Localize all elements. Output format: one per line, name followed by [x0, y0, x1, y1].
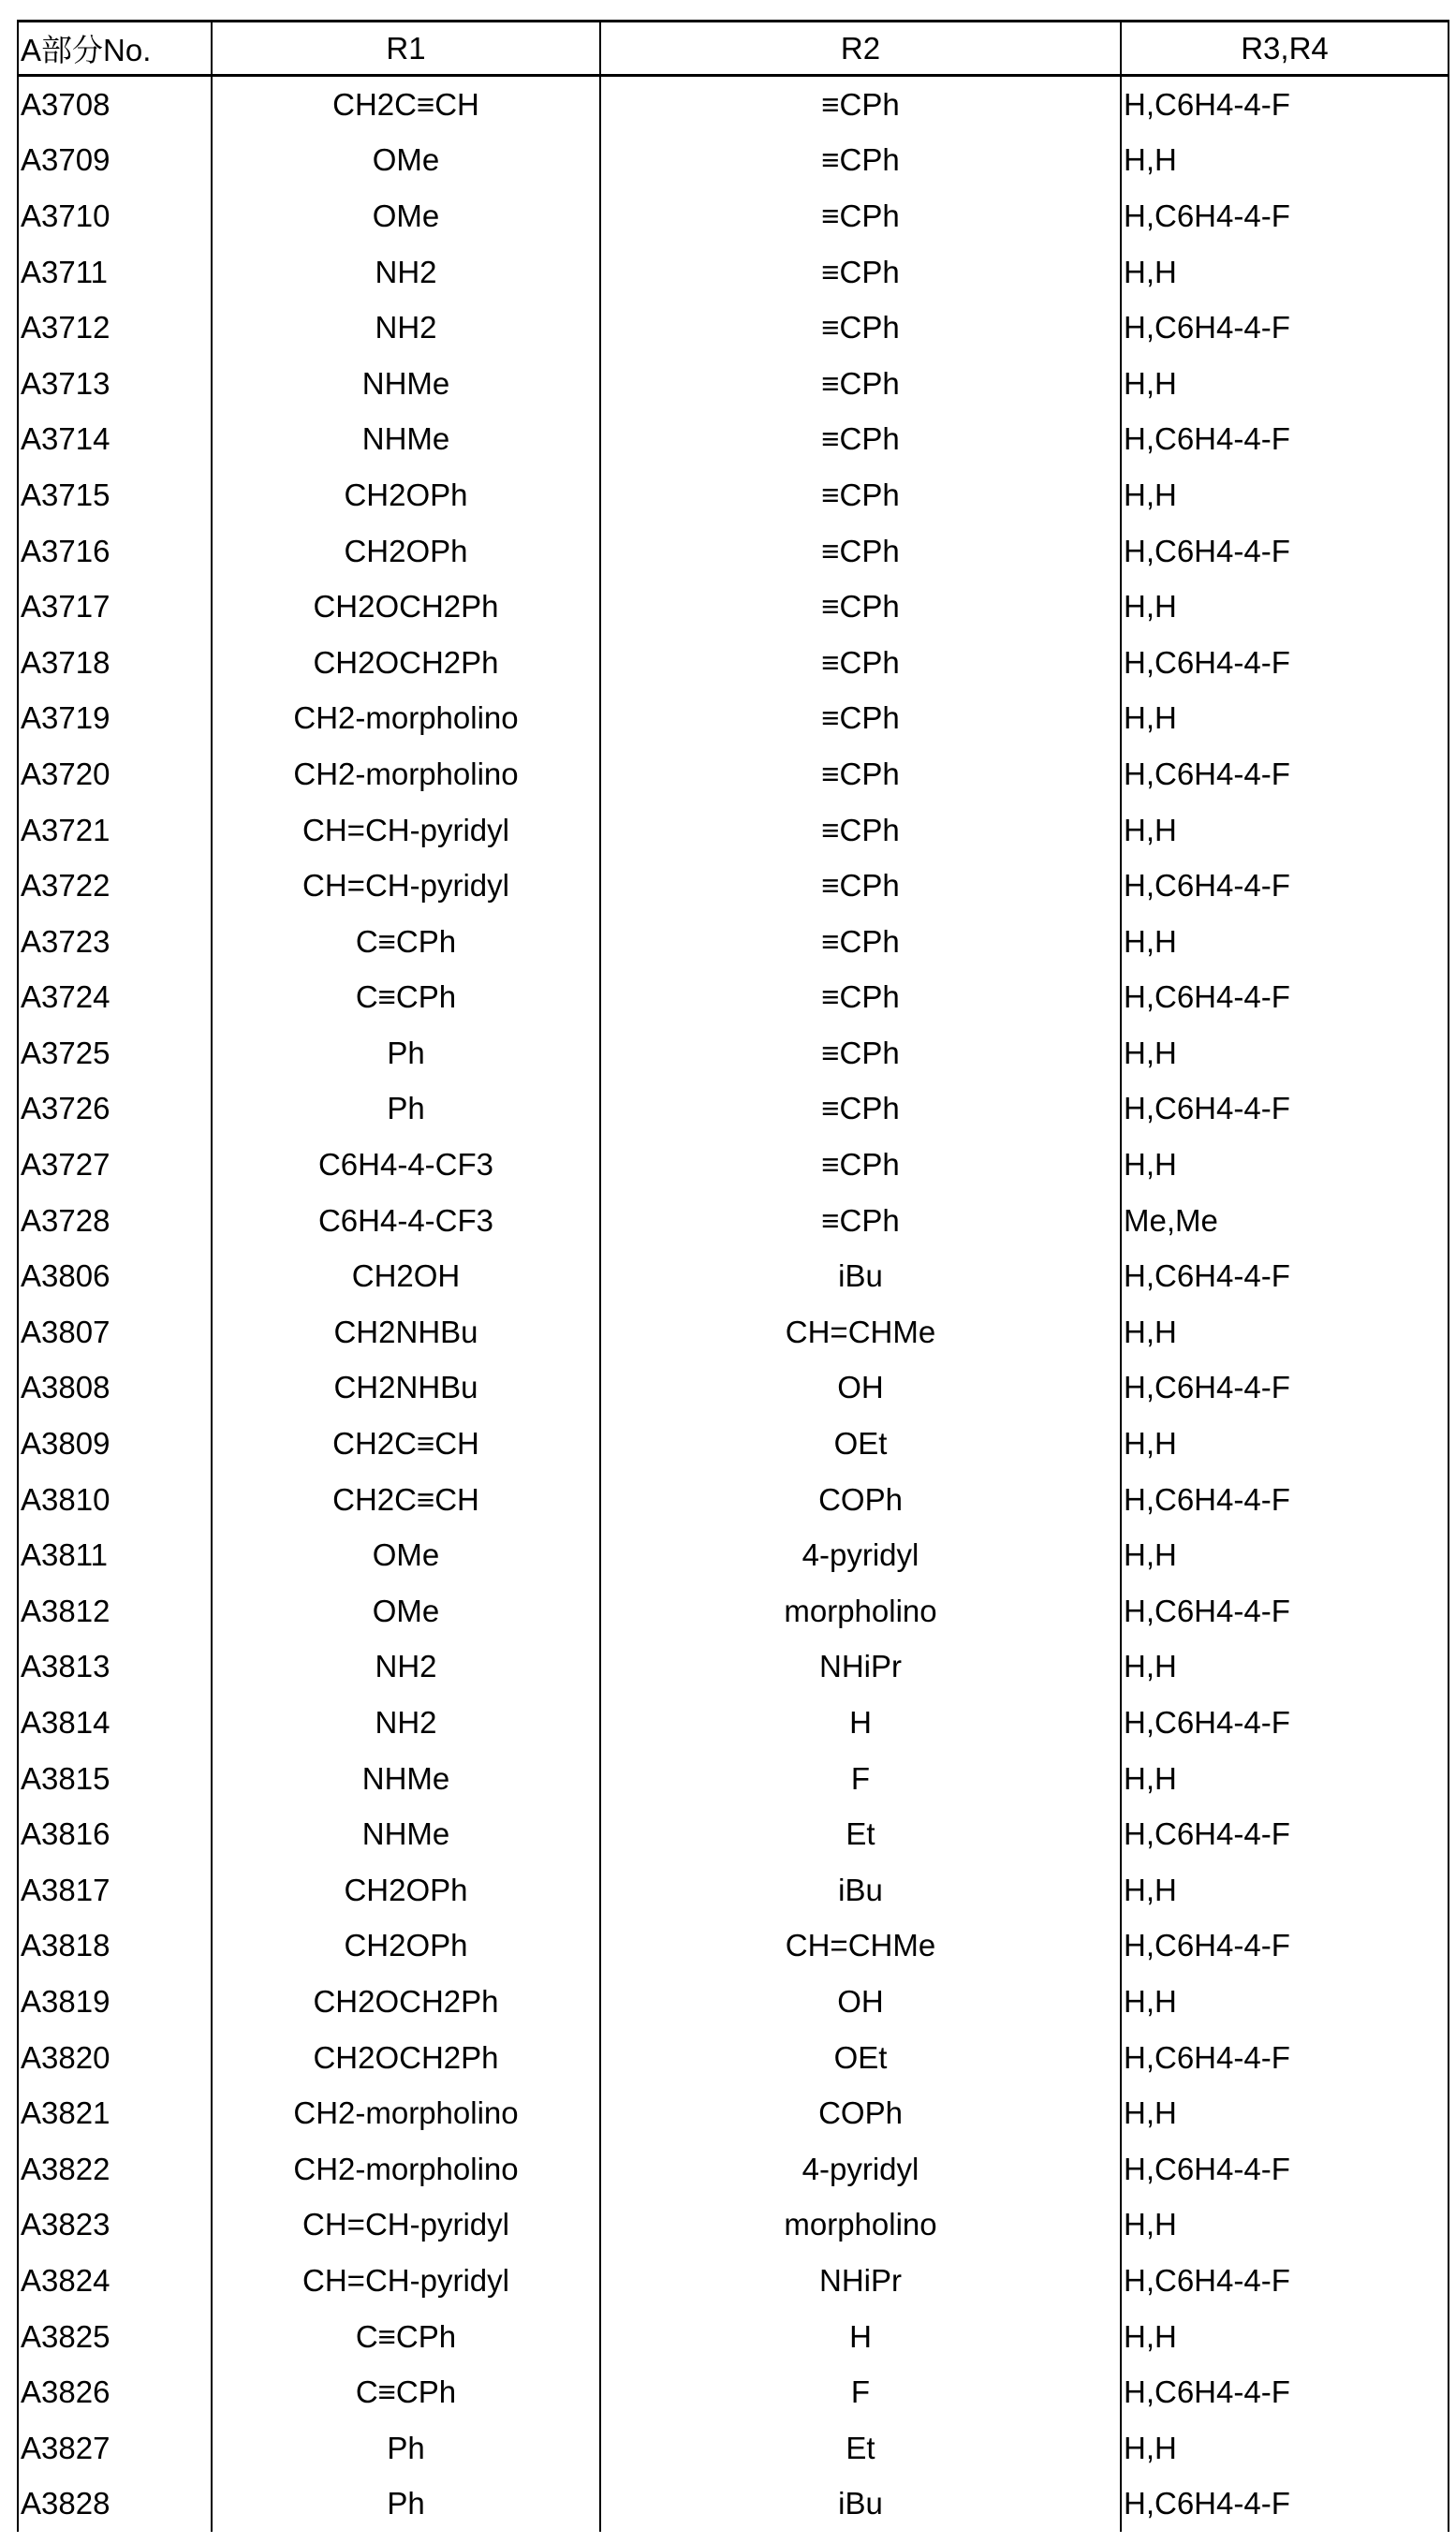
- cell-a-part-no: A3827: [18, 2420, 212, 2477]
- cell-r1: CH2C≡CH: [212, 76, 600, 133]
- cell-r1: OMe: [212, 1527, 600, 1583]
- cell-r2: F: [600, 1751, 1121, 1807]
- cell-r3-r4: H,C6H4-4-F: [1121, 1806, 1449, 1862]
- cell-r3-r4: Me,Me: [1121, 1193, 1449, 1249]
- cell-r2: ≡CPh: [600, 858, 1121, 914]
- cell-r1: OMe: [212, 188, 600, 244]
- cell-a-part-no: A3724: [18, 970, 212, 1026]
- cell-r1: C≡CPh: [212, 2309, 600, 2365]
- cell-r2: NHiPr: [600, 2253, 1121, 2309]
- table-row: [18, 188, 1449, 244]
- cell-r1: CH2-morpholino: [212, 691, 600, 747]
- cell-a-part-no: A3813: [18, 1639, 212, 1696]
- cell-r3-r4: H,C6H4-4-F: [1121, 1360, 1449, 1417]
- cell-a-part-no: A3810: [18, 1472, 212, 1528]
- cell-r3-r4: H,C6H4-4-F: [1121, 2141, 1449, 2198]
- table-row: [18, 133, 1449, 189]
- cell-r1: CH=CH-pyridyl: [212, 858, 600, 914]
- cell-r2: iBu: [600, 2477, 1121, 2533]
- cell-r1: CH2NHBu: [212, 1304, 600, 1360]
- cell-r2: ≡CPh: [600, 300, 1121, 356]
- table-row: [18, 2309, 1449, 2365]
- cell-r3-r4: H,H: [1121, 1304, 1449, 1360]
- cell-r2: ≡CPh: [600, 746, 1121, 802]
- cell-r1: C≡CPh: [212, 914, 600, 970]
- cell-r3-r4: H,H: [1121, 2085, 1449, 2141]
- table-row: [18, 1137, 1449, 1193]
- table-row: [18, 1081, 1449, 1138]
- table-row: [18, 1862, 1449, 1918]
- table-row: [18, 1025, 1449, 1081]
- table-row: [18, 802, 1449, 859]
- cell-r3-r4: H,C6H4-4-F: [1121, 76, 1449, 133]
- cell-r3-r4: H,H: [1121, 1751, 1449, 1807]
- table-row: [18, 523, 1449, 580]
- table-row: [18, 914, 1449, 970]
- cell-r3-r4: H,H: [1121, 133, 1449, 189]
- cell-a-part-no: A3717: [18, 579, 212, 635]
- cell-a-part-no: A3711: [18, 244, 212, 301]
- cell-r2: OEt: [600, 1416, 1121, 1472]
- table-row: [18, 1695, 1449, 1751]
- cell-r1: NH2: [212, 1639, 600, 1696]
- cell-r3-r4: H,H: [1121, 1416, 1449, 1472]
- cell-r1: CH2OPh: [212, 1918, 600, 1975]
- cell-r3-r4: H,C6H4-4-F: [1121, 2477, 1449, 2533]
- cell-a-part-no: A3828: [18, 2477, 212, 2533]
- cell-a-part-no: A3819: [18, 1974, 212, 2030]
- cell-r2: ≡CPh: [600, 1193, 1121, 1249]
- cell-r2: 4-pyridyl: [600, 1527, 1121, 1583]
- cell-a-part-no: A3816: [18, 1806, 212, 1862]
- cell-r3-r4: H,H: [1121, 802, 1449, 859]
- cell-r3-r4: H,H: [1121, 2198, 1449, 2254]
- cell-r1: Ph: [212, 1025, 600, 1081]
- cell-a-part-no: A3727: [18, 1137, 212, 1193]
- header-a-part-no: A部分No.: [18, 22, 212, 76]
- cell-r2: 4-pyridyl: [600, 2141, 1121, 2198]
- cell-r2: iBu: [600, 1248, 1121, 1304]
- cell-r2: Et: [600, 2420, 1121, 2477]
- cell-r2: ≡CPh: [600, 914, 1121, 970]
- cell-r2: H: [600, 2309, 1121, 2365]
- cell-r1: OMe: [212, 1583, 600, 1639]
- cell-r3-r4: H,H: [1121, 914, 1449, 970]
- cell-r1: CH2OCH2Ph: [212, 1974, 600, 2030]
- cell-r2: ≡CPh: [600, 412, 1121, 468]
- cell-r1: CH=CH-pyridyl: [212, 802, 600, 859]
- cell-r3-r4: H,C6H4-4-F: [1121, 1583, 1449, 1639]
- cell-r2: ≡CPh: [600, 188, 1121, 244]
- cell-r3-r4: H,C6H4-4-F: [1121, 188, 1449, 244]
- cell-r3-r4: H,C6H4-4-F: [1121, 1918, 1449, 1975]
- cell-a-part-no: A3709: [18, 133, 212, 189]
- table-row: [18, 1248, 1449, 1304]
- cell-r2: ≡CPh: [600, 244, 1121, 301]
- cell-r3-r4: H,H: [1121, 1137, 1449, 1193]
- cell-a-part-no: A3811: [18, 1527, 212, 1583]
- cell-r1: Ph: [212, 2477, 600, 2533]
- cell-a-part-no: A3823: [18, 2198, 212, 2254]
- cell-r3-r4: H,C6H4-4-F: [1121, 635, 1449, 691]
- cell-r2: ≡CPh: [600, 1025, 1121, 1081]
- cell-r2: ≡CPh: [600, 635, 1121, 691]
- cell-r1: C≡CPh: [212, 970, 600, 1026]
- cell-r1: CH2C≡CH: [212, 1472, 600, 1528]
- cell-r2: ≡CPh: [600, 133, 1121, 189]
- table-row: [18, 1974, 1449, 2030]
- cell-r3-r4: H,H: [1121, 1025, 1449, 1081]
- cell-r1: C6H4-4-CF3: [212, 1137, 600, 1193]
- compound-table: [17, 20, 1449, 2532]
- table-row: [18, 1193, 1449, 1249]
- cell-r1: CH2-morpholino: [212, 2085, 600, 2141]
- cell-r1: CH2OCH2Ph: [212, 579, 600, 635]
- cell-a-part-no: A3826: [18, 2364, 212, 2420]
- cell-r3-r4: H,C6H4-4-F: [1121, 1248, 1449, 1304]
- cell-r1: C6H4-4-CF3: [212, 1193, 600, 1249]
- cell-r3-r4: H,H: [1121, 1639, 1449, 1696]
- cell-a-part-no: A3825: [18, 2309, 212, 2365]
- cell-r1: CH=CH-pyridyl: [212, 2198, 600, 2254]
- header-row: [18, 22, 1449, 76]
- cell-r3-r4: H,C6H4-4-F: [1121, 858, 1449, 914]
- cell-r3-r4: H,C6H4-4-F: [1121, 1081, 1449, 1138]
- cell-a-part-no: A3712: [18, 300, 212, 356]
- cell-r3-r4: H,H: [1121, 2309, 1449, 2365]
- cell-a-part-no: A3721: [18, 802, 212, 859]
- table-row: [18, 2030, 1449, 2086]
- cell-r2: ≡CPh: [600, 76, 1121, 133]
- cell-r3-r4: H,H: [1121, 467, 1449, 523]
- cell-r2: ≡CPh: [600, 356, 1121, 412]
- cell-r1: NHMe: [212, 1751, 600, 1807]
- cell-r2: morpholino: [600, 2198, 1121, 2254]
- cell-r3-r4: H,H: [1121, 244, 1449, 301]
- cell-r3-r4: H,H: [1121, 1974, 1449, 2030]
- cell-a-part-no: A3719: [18, 691, 212, 747]
- table-row: [18, 1751, 1449, 1807]
- cell-r1: CH2OPh: [212, 523, 600, 580]
- cell-r1: NHMe: [212, 412, 600, 468]
- cell-r2: ≡CPh: [600, 523, 1121, 580]
- cell-r3-r4: H,H: [1121, 1862, 1449, 1918]
- table-row: [18, 2253, 1449, 2309]
- cell-r2: iBu: [600, 1862, 1121, 1918]
- cell-r2: ≡CPh: [600, 579, 1121, 635]
- table-row: [18, 1527, 1449, 1583]
- header-r2: R2: [600, 22, 1121, 76]
- table-row: [18, 1918, 1449, 1975]
- cell-a-part-no: A3812: [18, 1583, 212, 1639]
- cell-a-part-no: A3713: [18, 356, 212, 412]
- cell-r2: ≡CPh: [600, 802, 1121, 859]
- cell-r3-r4: H,C6H4-4-F: [1121, 1472, 1449, 1528]
- table-row: [18, 1639, 1449, 1696]
- cell-a-part-no: A3710: [18, 188, 212, 244]
- cell-r2: Et: [600, 1806, 1121, 1862]
- cell-r3-r4: H,H: [1121, 1527, 1449, 1583]
- cell-r2: COPh: [600, 1472, 1121, 1528]
- cell-r1: CH2C≡CH: [212, 1416, 600, 1472]
- cell-r1: NH2: [212, 1695, 600, 1751]
- header-r3-r4: R3,R4: [1121, 22, 1449, 76]
- cell-r3-r4: H,C6H4-4-F: [1121, 412, 1449, 468]
- cell-a-part-no: A3815: [18, 1751, 212, 1807]
- cell-r3-r4: H,C6H4-4-F: [1121, 300, 1449, 356]
- cell-a-part-no: A3718: [18, 635, 212, 691]
- cell-a-part-no: A3726: [18, 1081, 212, 1138]
- cell-r1: CH2OH: [212, 1248, 600, 1304]
- cell-r2: ≡CPh: [600, 1081, 1121, 1138]
- cell-r2: OEt: [600, 2030, 1121, 2086]
- cell-a-part-no: A3809: [18, 1416, 212, 1472]
- cell-r1: Ph: [212, 2420, 600, 2477]
- table-row: [18, 691, 1449, 747]
- table-row: [18, 2141, 1449, 2198]
- cell-r2: ≡CPh: [600, 467, 1121, 523]
- table-row: [18, 1806, 1449, 1862]
- cell-r3-r4: H,C6H4-4-F: [1121, 2030, 1449, 2086]
- cell-a-part-no: A3818: [18, 1918, 212, 1975]
- cell-r2: OH: [600, 1360, 1121, 1417]
- table-row: [18, 76, 1449, 133]
- cell-r1: CH2NHBu: [212, 1360, 600, 1417]
- table-row: [18, 858, 1449, 914]
- cell-r3-r4: H,H: [1121, 579, 1449, 635]
- table-row: [18, 2364, 1449, 2420]
- table-row: [18, 1472, 1449, 1528]
- cell-r1: OMe: [212, 133, 600, 189]
- cell-r1: CH2OPh: [212, 1862, 600, 1918]
- cell-r2: ≡CPh: [600, 970, 1121, 1026]
- cell-a-part-no: A3821: [18, 2085, 212, 2141]
- header-r1: R1: [212, 22, 600, 76]
- cell-r2: H: [600, 1695, 1121, 1751]
- cell-a-part-no: A3728: [18, 1193, 212, 1249]
- cell-r1: NH2: [212, 300, 600, 356]
- cell-r3-r4: H,H: [1121, 2420, 1449, 2477]
- cell-r3-r4: H,H: [1121, 691, 1449, 747]
- table-row: [18, 1360, 1449, 1417]
- cell-r3-r4: H,C6H4-4-F: [1121, 1695, 1449, 1751]
- table-row: [18, 635, 1449, 691]
- cell-a-part-no: A3723: [18, 914, 212, 970]
- cell-a-part-no: A3722: [18, 858, 212, 914]
- cell-r1: NHMe: [212, 1806, 600, 1862]
- table-row: [18, 970, 1449, 1026]
- cell-a-part-no: A3708: [18, 76, 212, 133]
- cell-r3-r4: H,H: [1121, 356, 1449, 412]
- cell-r2: ≡CPh: [600, 1137, 1121, 1193]
- cell-a-part-no: A3715: [18, 467, 212, 523]
- cell-a-part-no: A3824: [18, 2253, 212, 2309]
- cell-r1: CH=CH-pyridyl: [212, 2253, 600, 2309]
- cell-a-part-no: A3808: [18, 1360, 212, 1417]
- table-row: [18, 1416, 1449, 1472]
- cell-r3-r4: H,C6H4-4-F: [1121, 970, 1449, 1026]
- table-row: [18, 2198, 1449, 2254]
- table-row: [18, 579, 1449, 635]
- cell-r2: CH=CHMe: [600, 1918, 1121, 1975]
- cell-r1: CH2OCH2Ph: [212, 2030, 600, 2086]
- cell-r1: NHMe: [212, 356, 600, 412]
- cell-r1: CH2-morpholino: [212, 746, 600, 802]
- cell-a-part-no: A3807: [18, 1304, 212, 1360]
- cell-r3-r4: H,C6H4-4-F: [1121, 2253, 1449, 2309]
- cell-r1: C≡CPh: [212, 2364, 600, 2420]
- cell-a-part-no: A3820: [18, 2030, 212, 2086]
- cell-a-part-no: A3716: [18, 523, 212, 580]
- cell-a-part-no: A3720: [18, 746, 212, 802]
- table-row: [18, 2420, 1449, 2477]
- table-row: [18, 2085, 1449, 2141]
- cell-a-part-no: A3714: [18, 412, 212, 468]
- table-row: [18, 1583, 1449, 1639]
- cell-r1: CH2-morpholino: [212, 2141, 600, 2198]
- cell-r2: NHiPr: [600, 1639, 1121, 1696]
- cell-r1: CH2OPh: [212, 467, 600, 523]
- cell-r3-r4: H,C6H4-4-F: [1121, 523, 1449, 580]
- cell-a-part-no: A3725: [18, 1025, 212, 1081]
- cell-a-part-no: A3817: [18, 1862, 212, 1918]
- cell-r3-r4: H,C6H4-4-F: [1121, 2364, 1449, 2420]
- table-row: [18, 356, 1449, 412]
- table-row: [18, 300, 1449, 356]
- cell-r2: ≡CPh: [600, 691, 1121, 747]
- table-row: [18, 244, 1449, 301]
- cell-r1: CH2OCH2Ph: [212, 635, 600, 691]
- cell-r2: COPh: [600, 2085, 1121, 2141]
- cell-r1: Ph: [212, 1081, 600, 1138]
- cell-r2: morpholino: [600, 1583, 1121, 1639]
- cell-r2: F: [600, 2364, 1121, 2420]
- table-row: [18, 2477, 1449, 2533]
- table-row: [18, 746, 1449, 802]
- table-row: [18, 412, 1449, 468]
- cell-r1: NH2: [212, 244, 600, 301]
- cell-a-part-no: A3806: [18, 1248, 212, 1304]
- cell-a-part-no: A3822: [18, 2141, 212, 2198]
- table-row: [18, 1304, 1449, 1360]
- cell-r2: CH=CHMe: [600, 1304, 1121, 1360]
- cell-r2: OH: [600, 1974, 1121, 2030]
- cell-r3-r4: H,C6H4-4-F: [1121, 746, 1449, 802]
- table-row: [18, 467, 1449, 523]
- cell-a-part-no: A3814: [18, 1695, 212, 1751]
